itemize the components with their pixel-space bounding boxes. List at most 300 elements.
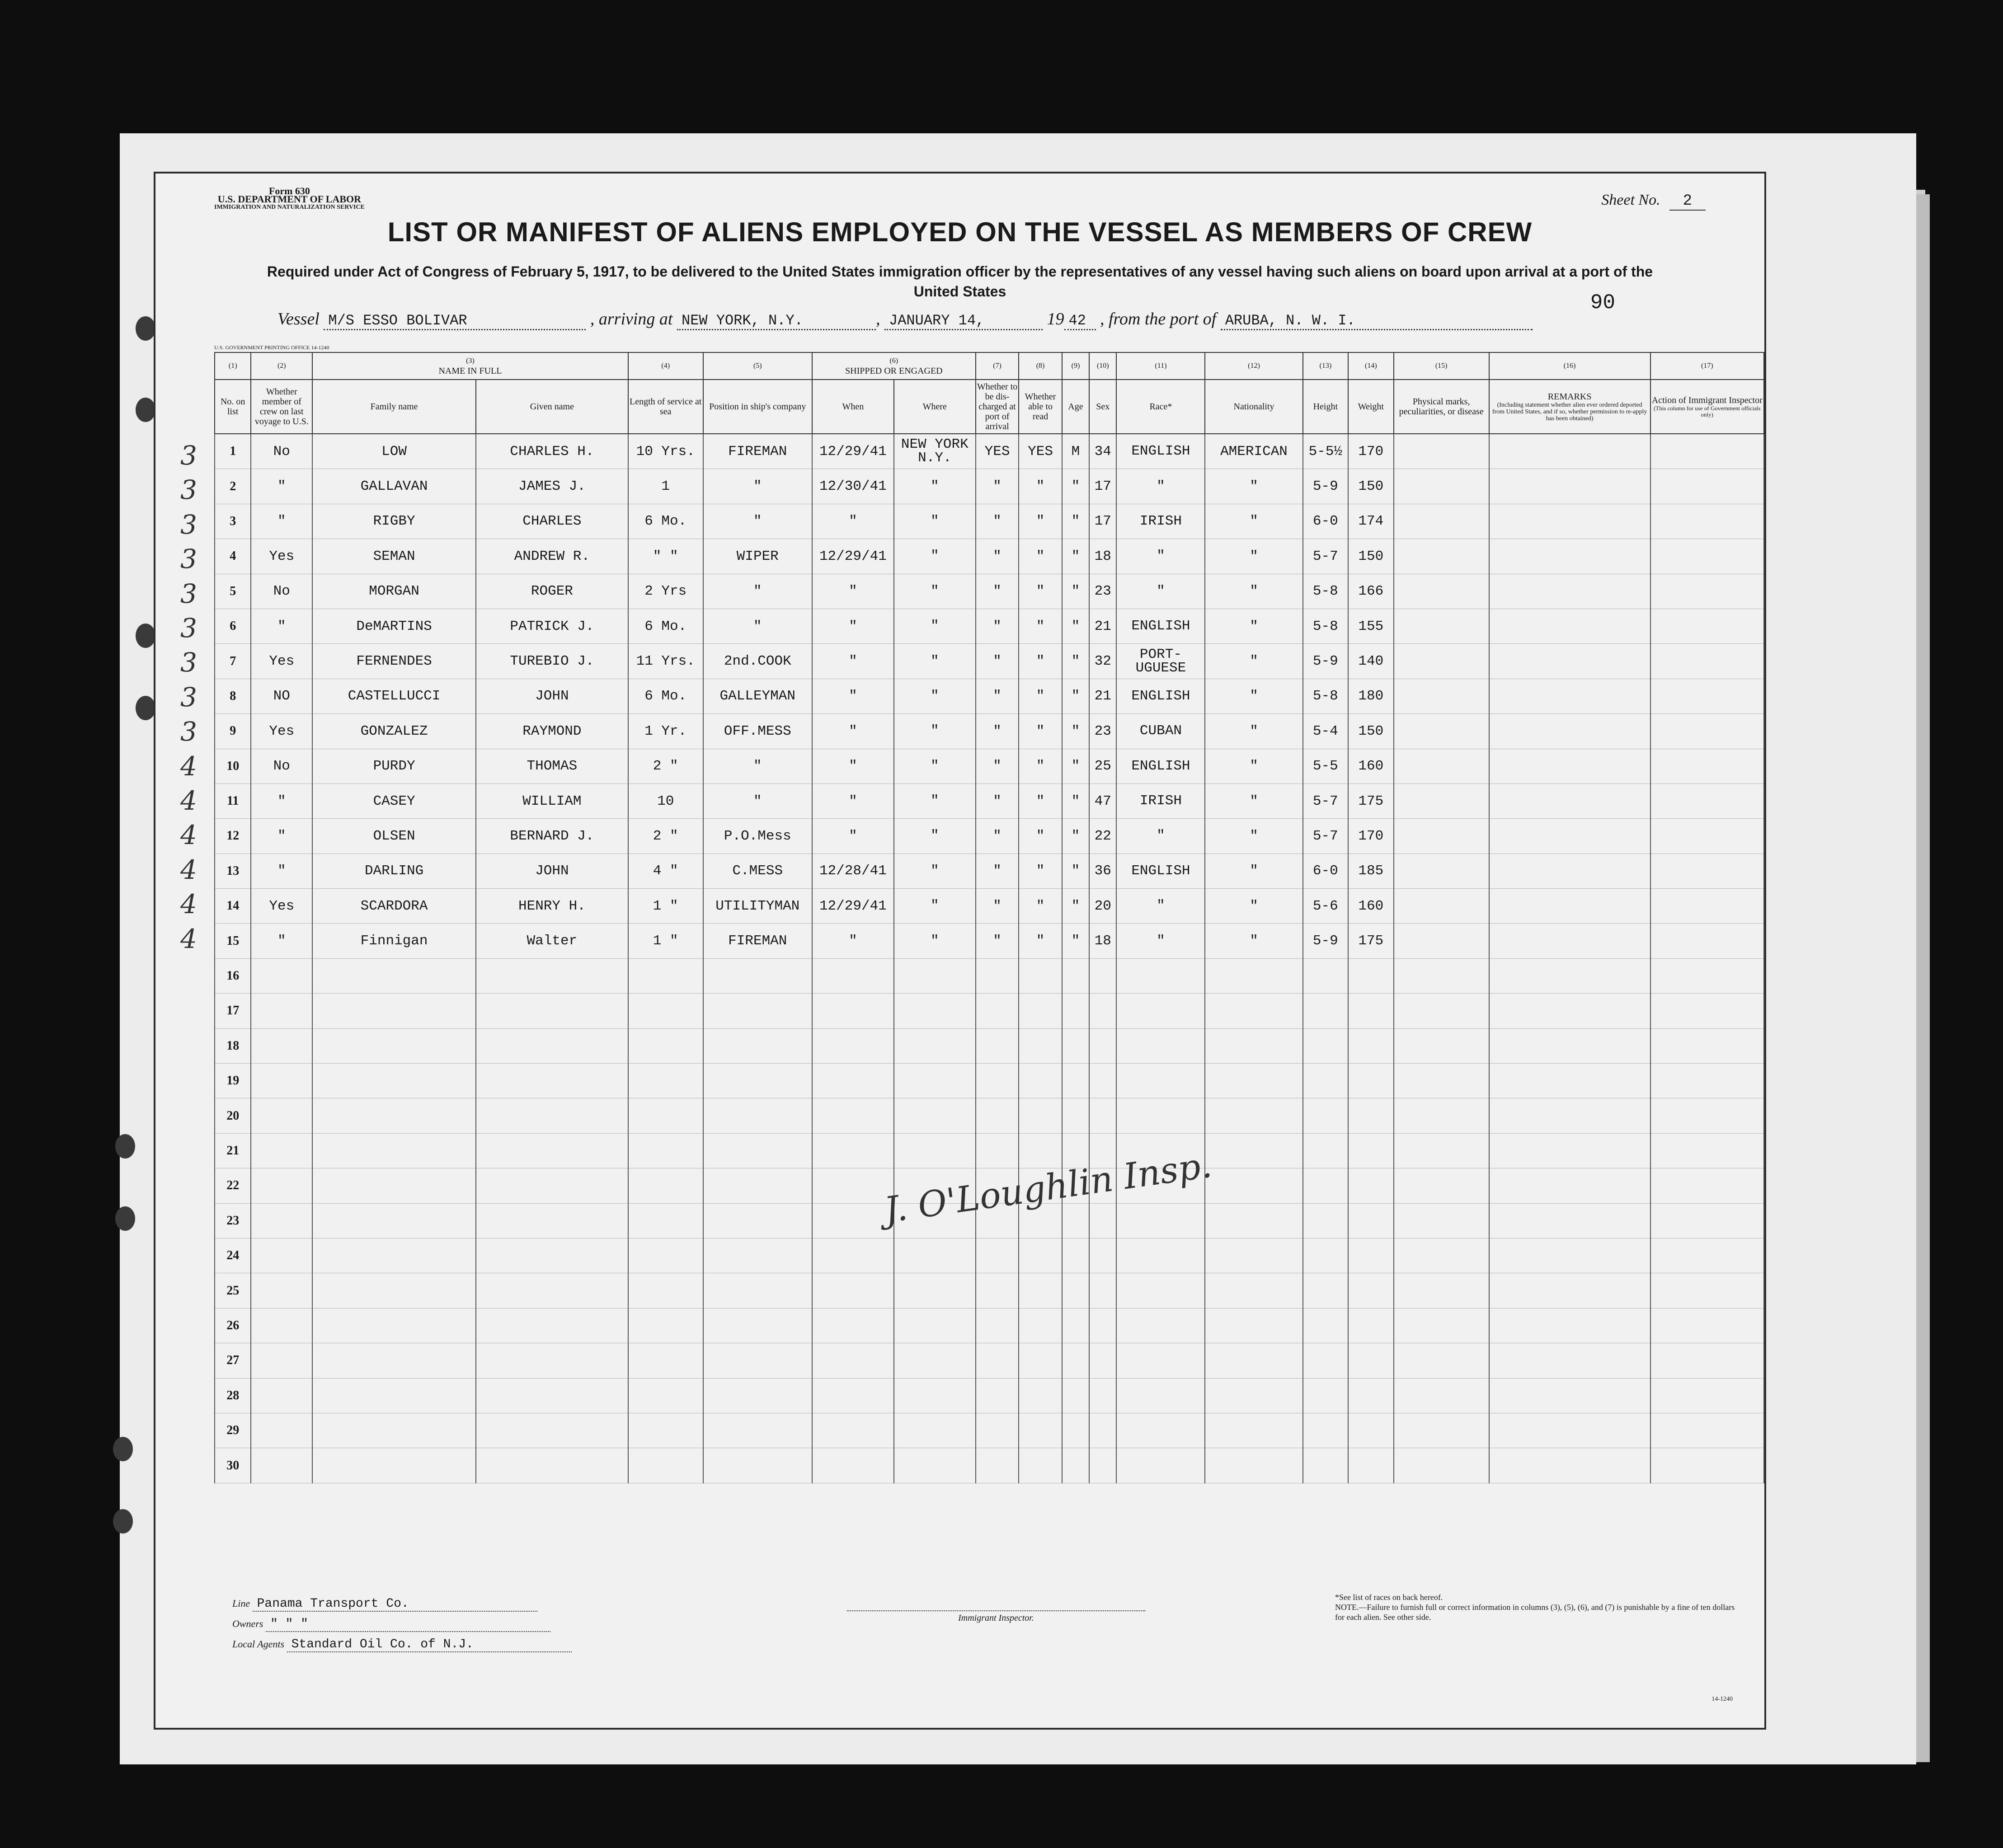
empty-cell bbox=[1394, 1378, 1489, 1413]
cell-when: 12/28/41 bbox=[812, 854, 894, 888]
empty-cell bbox=[1394, 958, 1489, 993]
cell-last: " bbox=[251, 609, 312, 643]
cell-given: JOHN bbox=[476, 854, 628, 888]
empty-cell bbox=[1394, 609, 1489, 643]
col-7-header: (7) bbox=[976, 352, 1019, 380]
empty-cell bbox=[1650, 1098, 1764, 1133]
table-row bbox=[215, 644, 1764, 679]
binder-hole bbox=[113, 1509, 133, 1534]
cell-sex: 36 bbox=[1089, 854, 1116, 888]
empty-cell bbox=[894, 1378, 976, 1413]
empty-cell bbox=[1394, 434, 1489, 469]
cell-position: C.MESS bbox=[703, 854, 812, 888]
col-3-header: (3) NAME IN FULL bbox=[312, 352, 628, 380]
empty-cell bbox=[1089, 1098, 1116, 1133]
height-header: Height bbox=[1303, 380, 1349, 434]
cell-age: M bbox=[1062, 434, 1089, 469]
cell-position: P.O.Mess bbox=[703, 819, 812, 854]
empty-cell bbox=[1489, 1168, 1650, 1203]
cell-when: " bbox=[812, 609, 894, 643]
empty-cell bbox=[1062, 1098, 1089, 1133]
cell-when: " bbox=[812, 714, 894, 749]
empty-cell bbox=[976, 994, 1019, 1028]
empty-cell bbox=[1062, 1028, 1089, 1063]
cell-family: CASTELLUCCI bbox=[312, 679, 476, 713]
empty-cell bbox=[1089, 1308, 1116, 1343]
table-row bbox=[215, 609, 1764, 643]
cell-family: FERNENDES bbox=[312, 644, 476, 679]
table-row bbox=[215, 958, 1764, 993]
empty-cell bbox=[1348, 958, 1394, 993]
empty-cell bbox=[1489, 1378, 1650, 1413]
empty-cell bbox=[894, 1133, 976, 1168]
empty-cell bbox=[628, 1133, 703, 1168]
last-voyage-header: Whether member of crew on last voyage to U.S. bbox=[251, 380, 312, 434]
cell-race: ENGLISH bbox=[1116, 434, 1205, 469]
empty-cell bbox=[1019, 958, 1062, 993]
cell-given: WILLIAM bbox=[476, 783, 628, 818]
empty-cell bbox=[1303, 1203, 1349, 1238]
cell-no: 8 bbox=[215, 679, 251, 713]
cell-service: 1 " bbox=[628, 889, 703, 924]
cell-sex: 20 bbox=[1089, 889, 1116, 924]
empty-cell bbox=[812, 1168, 894, 1203]
empty-cell bbox=[1489, 994, 1650, 1028]
sheet-number bbox=[1601, 192, 1706, 210]
service-header: Length of service at sea bbox=[628, 380, 703, 434]
cell-given: JAMES J. bbox=[476, 469, 628, 504]
empty-cell bbox=[1205, 1343, 1302, 1378]
empty-cell bbox=[1303, 1308, 1349, 1343]
sheet-label: Sheet No. bbox=[1601, 192, 1660, 208]
empty-cell bbox=[1489, 1098, 1650, 1133]
empty-cell bbox=[1062, 994, 1089, 1028]
empty-cell bbox=[1303, 1273, 1349, 1308]
cell-read: " bbox=[1019, 469, 1062, 504]
table-row bbox=[215, 783, 1764, 818]
table-row bbox=[215, 679, 1764, 713]
manifest-rows bbox=[215, 434, 1764, 1483]
col-10-header: (10) bbox=[1089, 352, 1116, 380]
empty-cell bbox=[628, 1448, 703, 1483]
empty-cell bbox=[812, 1308, 894, 1343]
cell-age: " bbox=[1062, 783, 1089, 818]
inspector-line: Immigrant Inspector. bbox=[847, 1610, 1145, 1623]
margin-tally-mark: 4 bbox=[180, 923, 197, 954]
cell-family: SCARDORA bbox=[312, 889, 476, 924]
crew-manifest-form bbox=[154, 172, 1766, 1730]
empty-cell bbox=[1116, 1028, 1205, 1063]
margin-tally-mark: 3 bbox=[180, 509, 197, 540]
cell-no: 11 bbox=[215, 783, 251, 818]
cell-nat: AMERICAN bbox=[1205, 434, 1302, 469]
empty-cell bbox=[1650, 1273, 1764, 1308]
binder-hole bbox=[136, 398, 155, 422]
empty-cell bbox=[1348, 1343, 1394, 1378]
empty-cell bbox=[476, 1203, 628, 1238]
empty-cell bbox=[1303, 1098, 1349, 1133]
empty-cell bbox=[1089, 1273, 1116, 1308]
empty-cell bbox=[1303, 1064, 1349, 1098]
empty-cell bbox=[476, 1098, 628, 1133]
empty-cell bbox=[1205, 1064, 1302, 1098]
empty-cell bbox=[976, 1273, 1019, 1308]
cell-when: " bbox=[812, 783, 894, 818]
empty-cell bbox=[1205, 958, 1302, 993]
cell-nat: " bbox=[1205, 889, 1302, 924]
table-row bbox=[215, 469, 1764, 504]
empty-cell bbox=[1489, 1064, 1650, 1098]
cell-sex: 25 bbox=[1089, 749, 1116, 783]
empty-cell bbox=[1489, 679, 1650, 713]
binder-hole bbox=[136, 316, 155, 341]
empty-cell bbox=[1650, 609, 1764, 643]
cell-age: " bbox=[1062, 469, 1089, 504]
cell-position: UTILITYMAN bbox=[703, 889, 812, 924]
cell-where: " bbox=[894, 644, 976, 679]
cell-no: 24 bbox=[215, 1238, 251, 1273]
cell-race: CUBAN bbox=[1116, 714, 1205, 749]
empty-cell bbox=[1205, 1133, 1302, 1168]
cell-sex: 18 bbox=[1089, 924, 1116, 958]
cell-when: 12/29/41 bbox=[812, 889, 894, 924]
empty-cell bbox=[1394, 1238, 1489, 1273]
cell-last: " bbox=[251, 854, 312, 888]
empty-cell bbox=[1394, 1273, 1489, 1308]
empty-cell bbox=[1089, 1028, 1116, 1063]
empty-cell bbox=[812, 1413, 894, 1448]
empty-cell bbox=[1394, 854, 1489, 888]
empty-cell bbox=[1489, 924, 1650, 958]
cell-service: 1 " bbox=[628, 924, 703, 958]
cell-nat: " bbox=[1205, 679, 1302, 713]
cell-age: " bbox=[1062, 539, 1089, 574]
empty-cell bbox=[1062, 1273, 1089, 1308]
empty-cell bbox=[1650, 854, 1764, 888]
cell-weight: 174 bbox=[1348, 504, 1394, 539]
cell-nat: " bbox=[1205, 783, 1302, 818]
cell-read: " bbox=[1019, 819, 1062, 854]
cell-disch: " bbox=[976, 783, 1019, 818]
cell-service: 6 Mo. bbox=[628, 609, 703, 643]
empty-cell bbox=[1348, 1064, 1394, 1098]
cell-race: " bbox=[1116, 889, 1205, 924]
cell-weight: 175 bbox=[1348, 783, 1394, 818]
cell-read: " bbox=[1019, 889, 1062, 924]
empty-cell bbox=[976, 1028, 1019, 1063]
empty-cell bbox=[1394, 994, 1489, 1028]
empty-cell bbox=[703, 1448, 812, 1483]
cell-where: NEW YORK N.Y. bbox=[894, 434, 976, 469]
cell-weight: 185 bbox=[1348, 854, 1394, 888]
from-label: , from the port of bbox=[1100, 310, 1217, 328]
empty-cell bbox=[476, 1308, 628, 1343]
cell-age: " bbox=[1062, 819, 1089, 854]
empty-cell bbox=[1089, 958, 1116, 993]
empty-cell bbox=[1303, 1133, 1349, 1168]
cell-given: RAYMOND bbox=[476, 714, 628, 749]
cell-sex: 23 bbox=[1089, 574, 1116, 609]
empty-cell bbox=[1019, 1308, 1062, 1343]
discharged-header: Whether to be dis-charged at port of arrival bbox=[976, 380, 1019, 434]
empty-cell bbox=[1205, 1203, 1302, 1238]
empty-cell bbox=[703, 1378, 812, 1413]
empty-cell bbox=[1062, 1308, 1089, 1343]
action-header: Action of Immigrant Inspector (This column for use of Government officials only) bbox=[1650, 380, 1764, 434]
cell-when: " bbox=[812, 574, 894, 609]
cell-read: " bbox=[1019, 574, 1062, 609]
empty-cell bbox=[1650, 783, 1764, 818]
margin-tally-mark: 3 bbox=[180, 544, 197, 575]
empty-cell bbox=[1348, 1378, 1394, 1413]
cell-read: " bbox=[1019, 504, 1062, 539]
empty-cell bbox=[703, 1203, 812, 1238]
agents-field: Local Agents Standard Oil Co. of N.J. bbox=[232, 1637, 572, 1652]
empty-cell bbox=[1089, 1238, 1116, 1273]
empty-cell bbox=[312, 1378, 476, 1413]
form-title: LIST OR MANIFEST OF ALIENS EMPLOYED ON THE VESSEL AS MEMBERS OF CREW bbox=[387, 217, 1533, 247]
table-row bbox=[215, 1133, 1764, 1168]
cell-when: 12/29/41 bbox=[812, 539, 894, 574]
empty-cell bbox=[1489, 714, 1650, 749]
cell-when: " bbox=[812, 679, 894, 713]
empty-cell bbox=[1303, 1168, 1349, 1203]
cell-sex: 22 bbox=[1089, 819, 1116, 854]
owners-field: Owners " " " bbox=[232, 1617, 550, 1632]
table-row bbox=[215, 714, 1764, 749]
cell-age: " bbox=[1062, 574, 1089, 609]
cell-race: IRISH bbox=[1116, 783, 1205, 818]
empty-cell bbox=[812, 1448, 894, 1483]
empty-cell bbox=[1303, 1448, 1349, 1483]
cell-last: " bbox=[251, 924, 312, 958]
empty-cell bbox=[812, 1343, 894, 1378]
empty-cell bbox=[628, 1203, 703, 1238]
cell-height: 6-0 bbox=[1303, 504, 1349, 539]
cell-where: " bbox=[894, 854, 976, 888]
empty-cell bbox=[251, 1448, 312, 1483]
cell-position: WIPER bbox=[703, 539, 812, 574]
empty-cell bbox=[1650, 1448, 1764, 1483]
empty-cell bbox=[1650, 679, 1764, 713]
cell-position: " bbox=[703, 574, 812, 609]
empty-cell bbox=[1394, 924, 1489, 958]
cell-age: " bbox=[1062, 679, 1089, 713]
cell-age: " bbox=[1062, 714, 1089, 749]
empty-cell bbox=[703, 1028, 812, 1063]
empty-cell bbox=[1116, 958, 1205, 993]
cell-where: " bbox=[894, 504, 976, 539]
empty-cell bbox=[1019, 1133, 1062, 1168]
empty-cell bbox=[1394, 574, 1489, 609]
empty-cell bbox=[251, 1308, 312, 1343]
empty-cell bbox=[1116, 1448, 1205, 1483]
cell-no: 13 bbox=[215, 854, 251, 888]
cell-disch: YES bbox=[976, 434, 1019, 469]
empty-cell bbox=[476, 1273, 628, 1308]
cell-no: 19 bbox=[215, 1064, 251, 1098]
cell-no: 5 bbox=[215, 574, 251, 609]
cell-disch: " bbox=[976, 749, 1019, 783]
cell-no: 21 bbox=[215, 1133, 251, 1168]
empty-cell bbox=[628, 1273, 703, 1308]
empty-cell bbox=[1650, 1028, 1764, 1063]
cell-service: 2 Yrs bbox=[628, 574, 703, 609]
empty-cell bbox=[894, 1028, 976, 1063]
page-number: 90 bbox=[1590, 291, 1615, 314]
cell-weight: 150 bbox=[1348, 469, 1394, 504]
empty-cell bbox=[1650, 889, 1764, 924]
empty-cell bbox=[1062, 1064, 1089, 1098]
empty-cell bbox=[1348, 1133, 1394, 1168]
empty-cell bbox=[1489, 889, 1650, 924]
empty-cell bbox=[312, 958, 476, 993]
empty-cell bbox=[312, 1413, 476, 1448]
empty-cell bbox=[251, 1098, 312, 1133]
empty-cell bbox=[703, 1064, 812, 1098]
cell-read: " bbox=[1019, 714, 1062, 749]
weight-header: Weight bbox=[1348, 380, 1394, 434]
cell-family: DARLING bbox=[312, 854, 476, 888]
cell-given: PATRICK J. bbox=[476, 609, 628, 643]
cell-service: 4 " bbox=[628, 854, 703, 888]
cell-race: ENGLISH bbox=[1116, 609, 1205, 643]
empty-cell bbox=[976, 1238, 1019, 1273]
cell-last: Yes bbox=[251, 539, 312, 574]
empty-cell bbox=[1062, 1378, 1089, 1413]
empty-cell bbox=[1348, 1308, 1394, 1343]
empty-cell bbox=[1303, 1413, 1349, 1448]
cell-no: 29 bbox=[215, 1413, 251, 1448]
cell-family: PURDY bbox=[312, 749, 476, 783]
empty-cell bbox=[1394, 1413, 1489, 1448]
empty-cell bbox=[1062, 1238, 1089, 1273]
empty-cell bbox=[628, 1238, 703, 1273]
empty-cell bbox=[976, 1343, 1019, 1378]
empty-cell bbox=[1348, 1168, 1394, 1203]
cell-read: " bbox=[1019, 644, 1062, 679]
empty-cell bbox=[1394, 469, 1489, 504]
empty-cell bbox=[1303, 1028, 1349, 1063]
empty-cell bbox=[312, 1343, 476, 1378]
empty-cell bbox=[1650, 749, 1764, 783]
cell-when: " bbox=[812, 819, 894, 854]
empty-cell bbox=[1650, 1378, 1764, 1413]
empty-cell bbox=[1116, 1203, 1205, 1238]
cell-position: OFF.MESS bbox=[703, 714, 812, 749]
empty-cell bbox=[312, 1133, 476, 1168]
cell-nat: " bbox=[1205, 539, 1302, 574]
binder-hole bbox=[136, 624, 155, 648]
empty-cell bbox=[1205, 1028, 1302, 1063]
able-read-header: Whether able to read bbox=[1019, 380, 1062, 434]
cell-family: SEMAN bbox=[312, 539, 476, 574]
cell-height: 5-9 bbox=[1303, 924, 1349, 958]
given-name-header: Given name bbox=[476, 380, 628, 434]
cell-where: " bbox=[894, 469, 976, 504]
table-row bbox=[215, 1273, 1764, 1308]
cell-no: 26 bbox=[215, 1308, 251, 1343]
cell-race: PORT-UGUESE bbox=[1116, 644, 1205, 679]
empty-cell bbox=[312, 1064, 476, 1098]
empty-cell bbox=[812, 1064, 894, 1098]
sheet-number-value: 2 bbox=[1669, 192, 1706, 211]
empty-cell bbox=[251, 1203, 312, 1238]
cell-where: " bbox=[894, 819, 976, 854]
margin-tally-mark: 4 bbox=[180, 820, 197, 851]
empty-cell bbox=[476, 1378, 628, 1413]
empty-cell bbox=[1489, 1308, 1650, 1343]
cell-sex: 18 bbox=[1089, 539, 1116, 574]
empty-cell bbox=[1019, 1273, 1062, 1308]
empty-cell bbox=[1205, 1168, 1302, 1203]
cell-race: " bbox=[1116, 469, 1205, 504]
arrival-date: JANUARY 14, bbox=[884, 312, 1043, 330]
empty-cell bbox=[1394, 1308, 1489, 1343]
table-row bbox=[215, 504, 1764, 539]
age-header: Age bbox=[1062, 380, 1089, 434]
cell-age: " bbox=[1062, 609, 1089, 643]
empty-cell bbox=[251, 958, 312, 993]
empty-cell bbox=[1089, 1378, 1116, 1413]
empty-cell bbox=[476, 1168, 628, 1203]
empty-cell bbox=[812, 1273, 894, 1308]
cell-last: " bbox=[251, 504, 312, 539]
empty-cell bbox=[1089, 1203, 1116, 1238]
empty-cell bbox=[1394, 749, 1489, 783]
cell-sex: 21 bbox=[1089, 679, 1116, 713]
empty-cell bbox=[1116, 1238, 1205, 1273]
cell-service: 1 Yr. bbox=[628, 714, 703, 749]
cell-given: BERNARD J. bbox=[476, 819, 628, 854]
cell-when: " bbox=[812, 504, 894, 539]
remarks-header: REMARKS (Including statement whether alien ever ordered deported from United States, and if so, whether permission to re-apply has been obtained) bbox=[1489, 380, 1650, 434]
cell-nat: " bbox=[1205, 469, 1302, 504]
empty-cell bbox=[476, 1448, 628, 1483]
cell-service: 2 " bbox=[628, 749, 703, 783]
empty-cell bbox=[628, 1413, 703, 1448]
empty-cell bbox=[703, 1098, 812, 1133]
cell-service: 6 Mo. bbox=[628, 504, 703, 539]
table-row bbox=[215, 889, 1764, 924]
cell-no: 17 bbox=[215, 994, 251, 1028]
empty-cell bbox=[1650, 994, 1764, 1028]
cell-service: 10 bbox=[628, 783, 703, 818]
empty-cell bbox=[476, 1133, 628, 1168]
cell-weight: 166 bbox=[1348, 574, 1394, 609]
cell-where: " bbox=[894, 889, 976, 924]
cell-read: " bbox=[1019, 924, 1062, 958]
cell-sex: 23 bbox=[1089, 714, 1116, 749]
empty-cell bbox=[1489, 819, 1650, 854]
cell-last: " bbox=[251, 783, 312, 818]
empty-cell bbox=[812, 1203, 894, 1238]
empty-cell bbox=[312, 1028, 476, 1063]
empty-cell bbox=[894, 1308, 976, 1343]
empty-cell bbox=[1019, 1238, 1062, 1273]
empty-cell bbox=[1394, 539, 1489, 574]
empty-cell bbox=[1116, 1098, 1205, 1133]
cell-last: " bbox=[251, 469, 312, 504]
empty-cell bbox=[1650, 819, 1764, 854]
empty-cell bbox=[976, 1308, 1019, 1343]
cell-position: 2nd.COOK bbox=[703, 644, 812, 679]
cell-position: FIREMAN bbox=[703, 924, 812, 958]
cell-race: ENGLISH bbox=[1116, 679, 1205, 713]
cell-given: CHARLES bbox=[476, 504, 628, 539]
cell-sex: 21 bbox=[1089, 609, 1116, 643]
empty-cell bbox=[1394, 679, 1489, 713]
